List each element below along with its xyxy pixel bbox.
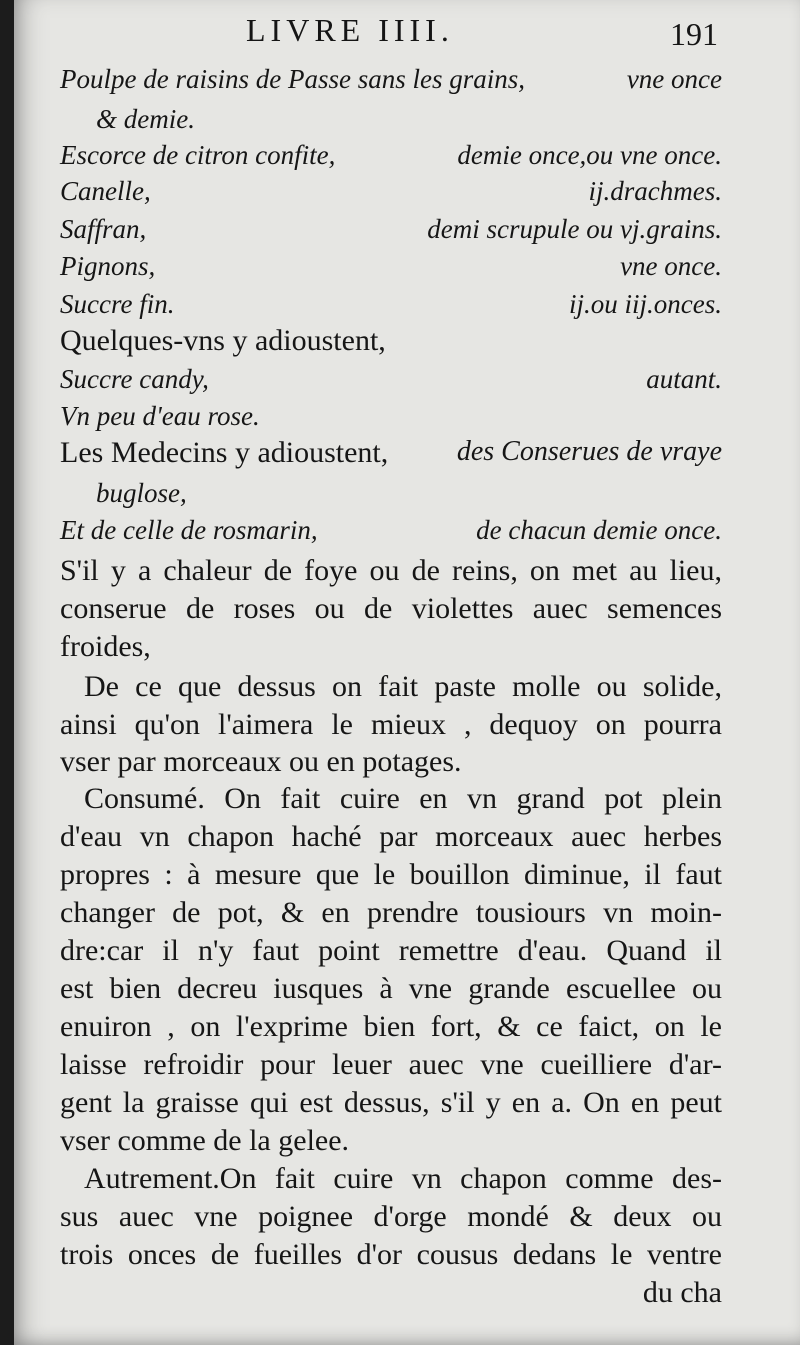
recipe-line	[60, 104, 722, 135]
recipe-line	[60, 364, 722, 395]
recipe-line	[60, 251, 722, 282]
ingredient: Succre fin.	[60, 289, 175, 319]
quantity: autant.	[646, 364, 722, 394]
body-line: est bien decreu iusques à vne grande escuellee ou	[60, 972, 722, 1005]
book-page	[14, 0, 800, 1345]
recipe-line	[60, 140, 722, 171]
quantity: ij.ou iij.onces.	[569, 289, 722, 319]
recipe-line	[60, 64, 722, 95]
body-line: d'eau vn chapon haché par morceaux auec herbes	[60, 820, 722, 853]
ingredient: Escorce de citron confite,	[60, 140, 336, 170]
ingredient: Succre candy,	[60, 364, 209, 394]
ingredient: Canelle,	[60, 176, 151, 206]
quantity: demi scrupule ou vj.grains.	[427, 214, 722, 244]
ingredient: Poulpe de raisins de Passe sans les grains,	[60, 64, 525, 94]
body-line: laisse refroidir pour leuer auec vne cueilliere d'ar-	[60, 1048, 722, 1081]
body-line: enuiron , on l'exprime bien fort, & ce faict, on le	[60, 1010, 722, 1043]
buglose-line: buglose,	[96, 478, 187, 508]
body-line: dre:car il n'y faut point remettre d'eau. Quand il	[60, 934, 722, 967]
ingredient: Saffran,	[60, 214, 147, 244]
ingredient: & demie.	[96, 104, 195, 134]
conserues-text: des Conserues de vraye	[456, 436, 722, 467]
additions-intro: Quelques-vns y adioustent,	[60, 324, 386, 357]
body-line: conserue de roses ou de violettes auec semences	[60, 592, 722, 625]
body-line: gent la graisse qui est dessus, s'il y en a. On en peut	[60, 1086, 722, 1119]
recipe-line	[60, 289, 722, 320]
body-line: Autrement.On fait cuire vn chapon comme des-	[84, 1162, 722, 1195]
running-head: LIVRE IIII.	[246, 12, 454, 48]
body-line: froides,	[60, 630, 151, 663]
page-number: 191	[670, 16, 718, 52]
quantity: demie once,ou vne once.	[457, 140, 722, 170]
ingredient: Pignons,	[60, 251, 156, 281]
medecins-line	[60, 436, 722, 470]
body-line: ainsi qu'on l'aimera le mieux , dequoy on pourra	[60, 708, 722, 741]
ingredient: Et de celle de rosmarin,	[60, 515, 318, 545]
body-line: vser par morceaux ou en potages.	[60, 745, 462, 778]
recipe-line	[60, 176, 722, 207]
body-line: vser comme de la gelee.	[60, 1124, 350, 1157]
recipe-line	[60, 515, 722, 546]
quantity: de chacun demie once.	[476, 515, 722, 545]
body-line: changer de pot, & en prendre tousiours vn moin-	[60, 896, 722, 929]
body-line: S'il y a chaleur de foye ou de reins, on met au lieu,	[60, 554, 722, 587]
recipe-line	[60, 214, 722, 245]
body-line: propres : à mesure que le bouillon diminue, il faut	[60, 858, 722, 891]
body-line: De ce que dessus on fait paste molle ou solide,	[84, 670, 722, 703]
body-line: trois onces de fueilles d'or cousus dedans le ventre	[60, 1238, 722, 1271]
catchword: du cha	[642, 1276, 722, 1309]
quantity: vne once	[626, 64, 722, 94]
body-line: sus auec vne poignee d'orge mondé & deux ou	[60, 1200, 722, 1233]
quantity: ij.drachmes.	[588, 176, 722, 206]
quantity: vne once.	[620, 251, 722, 281]
body-line: Consumé. On fait cuire en vn grand pot plein	[84, 782, 722, 815]
medecins-text: Les Medecins y adioustent,	[60, 436, 389, 469]
recipe-line: Vn peu d'eau rose.	[60, 401, 260, 431]
